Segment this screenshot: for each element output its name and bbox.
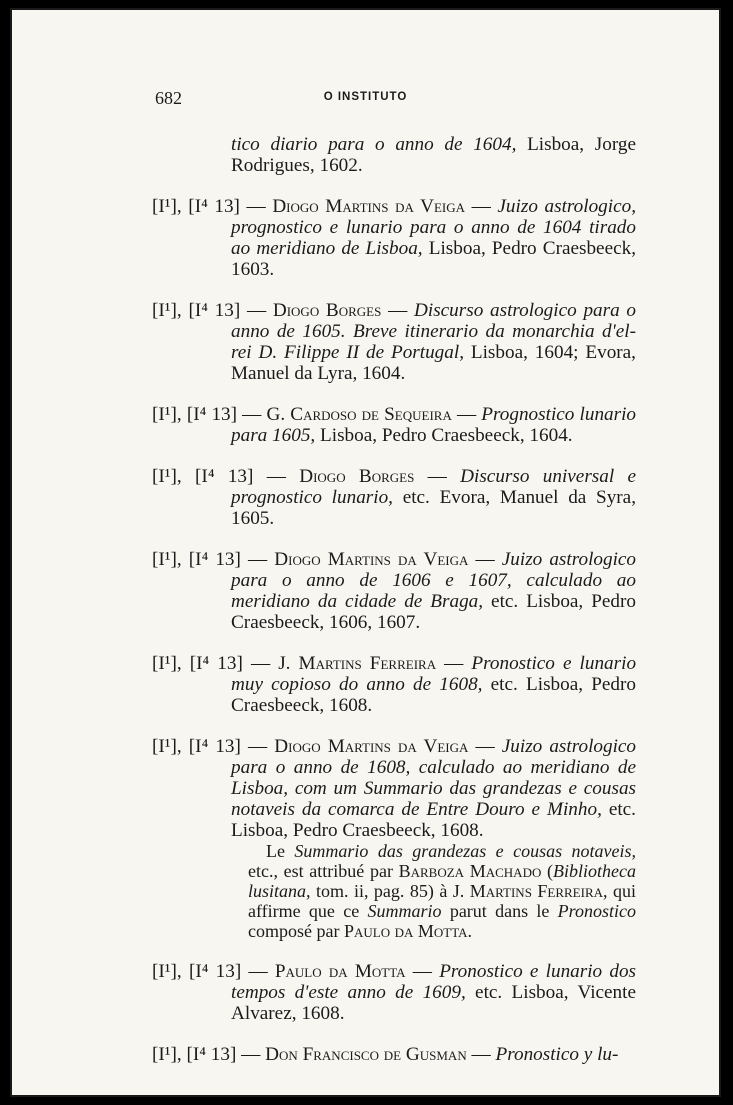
- entry-author: J. Martins Ferreira: [278, 653, 437, 674]
- note-author: Paulo da Motta: [343, 921, 468, 941]
- note-title: Pronostico: [557, 901, 636, 921]
- note-author: Barboza Machado: [398, 861, 542, 881]
- entry-refs: [I¹], [I⁴ 13]: [152, 549, 241, 570]
- bibliography-entry: [152, 196, 636, 280]
- note-author: J. Martins Ferreira: [452, 881, 604, 901]
- entry-author: Diogo Borges: [299, 466, 415, 487]
- entry-refs: [I¹], [I⁴ 13]: [152, 300, 241, 321]
- entry-author: Diogo Martins da Veiga: [274, 549, 469, 570]
- entry-refs: [I¹], [I⁴ 13]: [152, 736, 241, 757]
- dash: —: [240, 736, 275, 757]
- note-text: etc., est attribué par: [248, 861, 399, 881]
- entry-imprint: Lisboa, Pedro Craesbeeck, 1604.: [315, 425, 573, 446]
- dash: —: [237, 404, 267, 425]
- bibliography-entry: [152, 466, 636, 529]
- entry-imprint: etc. Lisboa, Vicente Alvarez, 1608.: [231, 982, 636, 1024]
- entry-author: Diogo Martins da Veiga: [274, 736, 469, 757]
- entry-author: G. Cardoso de Sequeira: [266, 404, 452, 425]
- bibliography-entry: [152, 653, 636, 716]
- entry-refs: [I¹], [I⁴ 13]: [152, 404, 238, 425]
- entry-title: Juizo astrologico, prognostico e lunario para o anno de 1604 tirado ao meridiano de Lisboa,: [231, 196, 636, 259]
- entry-title: tico diario para o anno de 1604,: [231, 134, 517, 155]
- entry-author: Diogo Martins da Veiga: [272, 196, 466, 217]
- entry-refs: [I¹], [I⁴ 13]: [152, 196, 240, 217]
- dash: —: [468, 549, 502, 570]
- note-text: Le: [266, 841, 295, 861]
- entry-imprint: Lisboa, Jorge Rodrigues, 1602.: [231, 134, 637, 176]
- entry-title: Prognostico lunario para 1605,: [231, 404, 637, 446]
- dash: —: [239, 196, 273, 217]
- entry-refs: [I¹], [I⁴ 13]: [152, 466, 254, 487]
- entry-imprint: Lisboa, 1604; Evora, Manuel da Lyra, 1604.: [231, 342, 636, 384]
- entry-imprint: Lisboa, Pedro Craesbeeck, 1603.: [231, 238, 636, 280]
- dash: —: [468, 736, 502, 757]
- editorial-note: [152, 841, 636, 941]
- entry-refs: [I¹], [I⁴ 13]: [152, 653, 243, 674]
- dash: —: [466, 1044, 496, 1065]
- note-text: parut dans le: [441, 901, 558, 921]
- entry-imprint: etc. Lisboa, Pedro Craesbeeck, 1608.: [231, 799, 636, 841]
- dash: —: [253, 466, 300, 487]
- bibliography-entry: [152, 300, 636, 384]
- entry-title: Pronostico e lunario muy copioso do anno de 1608,: [231, 653, 637, 695]
- entry-title: Discurso universal e prognostico lunario,: [231, 466, 637, 508]
- note-text: (: [541, 861, 554, 881]
- note-title: Summario: [367, 901, 442, 921]
- bibliography-entry: [152, 134, 636, 176]
- bibliography-list: [152, 134, 636, 1085]
- entry-refs: [I¹], [I⁴ 13]: [152, 961, 242, 982]
- entry-title: Juizo astrologico para o anno de 1606 e 1607, calculado ao meridiano da cidade de Braga,: [231, 549, 637, 612]
- entry-refs: [I¹], [I⁴ 13]: [152, 1044, 237, 1065]
- bibliography-entry: [152, 736, 636, 841]
- entry-author: Paulo da Motta: [274, 961, 406, 982]
- note-text: tom. ii, pag. 85) à: [310, 881, 453, 901]
- bibliography-entry: [152, 549, 636, 633]
- entry-imprint: etc. Lisboa, Pedro Craesbeeck, 1606, 1607.: [231, 591, 636, 633]
- dash: —: [405, 961, 440, 982]
- bibliography-entry: [152, 1044, 636, 1065]
- dash: —: [240, 549, 275, 570]
- note-text: , qui affirme que ce: [248, 881, 636, 921]
- bibliography-entry: [152, 404, 636, 446]
- entry-author: Don Francisco de Gusman: [265, 1044, 467, 1065]
- entry-imprint: etc. Evora, Manuel da Syra, 1605.: [231, 487, 636, 529]
- note-title: Bibliotheca lusitana,: [248, 861, 637, 901]
- page-number: 682: [155, 88, 182, 108]
- book-page: [10, 8, 721, 1097]
- dash: —: [451, 404, 482, 425]
- dash: —: [236, 1044, 266, 1065]
- page-header: [12, 88, 719, 112]
- entry-title: Pronostico e lunario dos tempos d'este anno de 1609,: [231, 961, 637, 1003]
- note-text: .: [467, 921, 472, 941]
- entry-title: Discurso astrologico para o anno de 1605. Breve itinerario da monarchia d'el-rei D. Filippe II de Portugal,: [231, 300, 637, 363]
- dash: —: [414, 466, 461, 487]
- bibliography-entry: [152, 961, 636, 1024]
- dash: —: [381, 300, 414, 321]
- entry-title: Juizo astrologico para o anno de 1608, calculado ao meridiano de Lisboa, com um Summario das grandezas e cousas notaveis da comarca de Entre Douro e Minho,: [231, 736, 637, 820]
- entry-imprint: etc. Lisboa, Pedro Craesbeeck, 1608.: [231, 674, 636, 716]
- entry-title: Pronostico y lu-: [495, 1044, 619, 1065]
- dash: —: [241, 961, 275, 982]
- entry-author: Diogo Borges: [272, 300, 382, 321]
- note-title: Summario das grandezas e cousas notaveis,: [294, 841, 636, 861]
- dash: —: [436, 653, 472, 674]
- dash: —: [465, 196, 498, 217]
- dash: —: [240, 300, 273, 321]
- running-title: O INSTITUTO: [323, 91, 408, 103]
- dash: —: [242, 653, 279, 674]
- note-text: composé par: [248, 921, 344, 941]
